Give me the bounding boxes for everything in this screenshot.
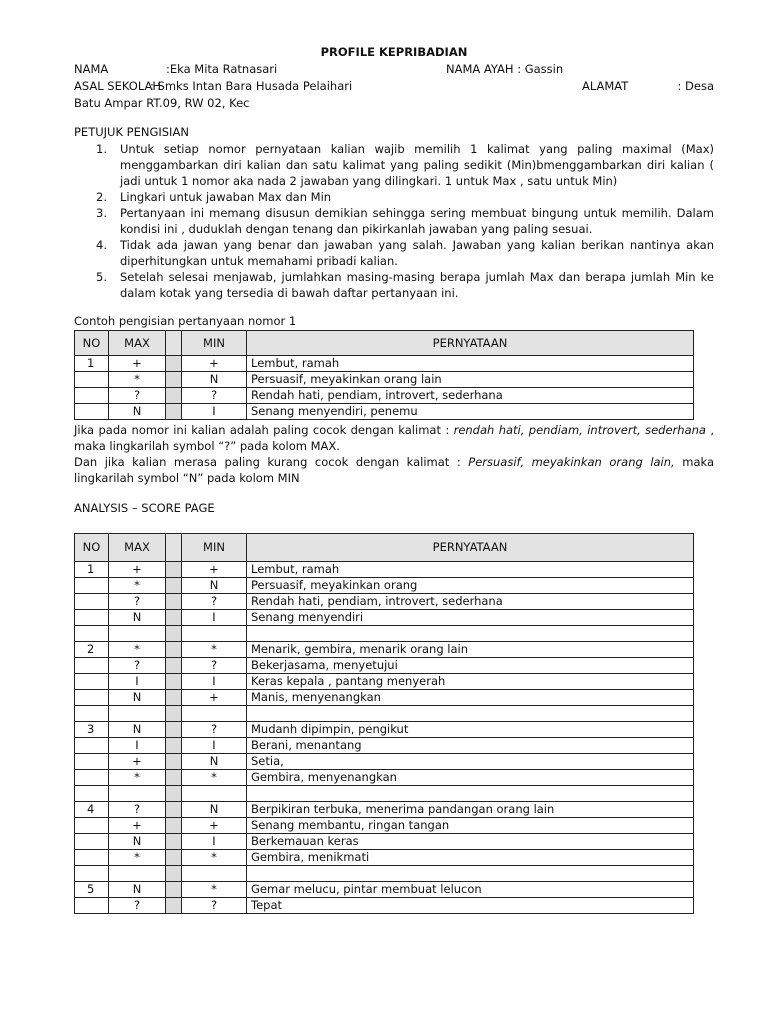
pernyataan-cell: Menarik, gembira, menarik orang lain [247,642,694,658]
max-cell [109,866,166,882]
shaded-cell [166,404,182,420]
min-cell: + [182,818,247,834]
max-cell: ? [109,388,166,404]
shaded-cell [166,674,182,690]
max-cell: + [109,562,166,578]
para2-b: Persuasif, meyakinkan orang lain, [468,455,675,469]
instruction-item [74,189,714,205]
pernyataan-cell [247,706,694,722]
document-body [74,44,714,914]
table-row [75,722,694,738]
no-cell [75,658,109,674]
no-cell [75,594,109,610]
no-cell: 2 [75,642,109,658]
table-row [75,738,694,754]
no-cell [75,834,109,850]
table-row [75,882,694,898]
table-row [75,834,694,850]
min-cell: + [182,562,247,578]
alamat-line2: Batu Ampar RT.09, RW 02, Kec [74,96,250,110]
max-cell: N [109,610,166,626]
max-cell: + [109,754,166,770]
no-cell [75,818,109,834]
max-cell: N [109,722,166,738]
table-row [75,658,694,674]
shaded-cell [166,706,182,722]
shaded-cell [166,690,182,706]
no-cell: 4 [75,802,109,818]
max-cell: I [109,738,166,754]
min-cell [182,706,247,722]
max-cell [109,786,166,802]
min-cell: ? [182,722,247,738]
analysis-table [74,533,694,914]
instruction-number: 2. [96,190,107,204]
shaded-cell [166,786,182,802]
max-cell: + [109,356,166,372]
shaded-cell [166,866,182,882]
header-row-3 [74,95,714,112]
min-cell: N [182,578,247,594]
max-cell: * [109,770,166,786]
max-cell: ? [109,898,166,914]
shaded-cell [166,898,182,914]
no-cell [75,850,109,866]
table-row [75,770,694,786]
analysis-table-body [75,534,694,914]
col-no: NO [75,331,109,356]
nama-ayah: NAMA AYAH : Gassin [446,62,564,76]
pernyataan-cell: Gemar melucu, pintar membuat lelucon [247,882,694,898]
no-cell [75,706,109,722]
shaded-cell [166,770,182,786]
instruction-number: 5. [96,270,107,284]
max-cell: I [109,674,166,690]
alamat-label: ALAMAT [581,79,629,93]
no-cell [75,610,109,626]
table-row [75,706,694,722]
no-cell [75,404,109,420]
max-cell [109,626,166,642]
asal-sekolah-label: ASAL SEKOLAH [74,79,162,93]
table-row [75,404,694,420]
pernyataan-cell: Berkemauan keras [247,834,694,850]
instruction-text: Setelah selesai menjawab, jumlahkan masing-masing berapa jumlah Max dan berapa jumlah Min ke dalam kotak yang tersedia di bawah daftar pertanyaan ini. [120,270,714,300]
no-cell [75,754,109,770]
max-cell: * [109,850,166,866]
instruction-text: Pertanyaan ini memang disusun demikian sehingga sering membuat bingung untuk memilih. Dalam kondisi ini , duduklah dengan tenang dan pikirkanlah jawaban yang paling sesuai. [120,206,714,236]
no-cell [75,674,109,690]
instruction-list [74,141,714,301]
min-cell: * [182,642,247,658]
no-cell: 1 [75,356,109,372]
min-cell: + [182,690,247,706]
pernyataan-cell: Manis, menyenangkan [247,690,694,706]
shaded-cell [166,802,182,818]
table-row [75,626,694,642]
max-cell: ? [109,594,166,610]
table-row [75,898,694,914]
min-cell: ? [182,388,247,404]
instruction-text: Lingkari untuk jawaban Max dan Min [120,190,332,204]
table-row [75,562,694,578]
shaded-cell [166,356,182,372]
pernyataan-cell: Persuasif, meyakinkan orang [247,578,694,594]
table-row [75,866,694,882]
max-cell: * [109,578,166,594]
pernyataan-cell: Persuasif, meyakinkan orang lain [247,372,694,388]
table-row [75,802,694,818]
shaded-cell [166,834,182,850]
table-row [75,578,694,594]
pernyataan-cell: Senang menyendiri, penemu [247,404,694,420]
min-cell: * [182,850,247,866]
pernyataan-cell: Senang menyendiri [247,610,694,626]
shaded-cell [166,754,182,770]
min-cell: I [182,404,247,420]
no-cell: 5 [75,882,109,898]
col-min: MIN [182,331,247,356]
instruction-item [74,205,714,237]
shaded-cell [166,658,182,674]
contoh-heading: Contoh pengisian pertanyaan nomor 1 [74,314,297,328]
instruction-text: Untuk setiap nomor pernyataan kalian wajib memilih 1 kalimat yang paling maximal (Max) menggambarkan diri kalian dan satu kalimat yang paling sedikit (Min)bmenggambarkan diri kalian ( jadi untuk 1 nomor aka nada 2 jawaban yang dilingkari. 1 untuk Max , satu untuk Min) [120,142,714,188]
shaded-cell [166,562,182,578]
min-cell: I [182,674,247,690]
para1-a: Jika pada nomor ini kalian adalah paling cocok dengan kalimat : [74,423,454,437]
pernyataan-cell: Berpikiran terbuka, menerima pandangan orang lain [247,802,694,818]
col-pernyataan: PERNYATAAN [247,534,694,562]
table-row [75,754,694,770]
min-cell: N [182,754,247,770]
min-cell: + [182,356,247,372]
pernyataan-cell: Senang membantu, ringan tangan [247,818,694,834]
example-table [74,330,694,420]
shaded-cell [166,642,182,658]
example-table-body [75,331,694,420]
table-header-row [75,534,694,562]
table-header-row [75,331,694,356]
no-cell [75,786,109,802]
min-cell: ? [182,898,247,914]
table-row [75,372,694,388]
nama-label: NAMA [74,62,109,76]
header-row-2 [74,78,714,95]
no-cell [75,690,109,706]
min-cell: N [182,802,247,818]
para1-b: rendah hati, pendiam, introvert, sederhana [453,423,706,437]
pernyataan-cell: Lembut, ramah [247,356,694,372]
pernyataan-cell: Rendah hati, pendiam, introvert, sederhana [247,594,694,610]
shaded-cell [166,610,182,626]
max-cell: N [109,404,166,420]
min-cell: ? [182,594,247,610]
table-row [75,786,694,802]
no-cell [75,770,109,786]
min-cell: I [182,738,247,754]
pernyataan-cell: Setia, [247,754,694,770]
pernyataan-cell: Tepat [247,898,694,914]
max-cell: + [109,818,166,834]
shaded-cell [166,626,182,642]
instruction-item [74,141,714,189]
pernyataan-cell: Berani, menantang [247,738,694,754]
petunjuk-heading: PETUJUK PENGISIAN [74,125,189,139]
pernyataan-cell: Rendah hati, pendiam, introvert, sederhana [247,388,694,404]
nama-value: :Eka Mita Ratnasari [166,62,278,76]
min-cell: I [182,610,247,626]
col-max: MAX [109,534,166,562]
table-row [75,356,694,372]
pernyataan-cell: Lembut, ramah [247,562,694,578]
shaded-cell [166,882,182,898]
max-cell: ? [109,658,166,674]
min-cell [182,786,247,802]
col-min: MIN [182,534,247,562]
no-cell [75,898,109,914]
pernyataan-cell: Gembira, menyenangkan [247,770,694,786]
page-title: PROFILE KEPRIBADIAN [320,45,468,59]
min-cell: N [182,372,247,388]
shaded-cell [166,818,182,834]
shaded-cell [166,331,182,356]
instruction-number: 4. [96,238,107,252]
shaded-cell [166,578,182,594]
instruction-number: 3. [96,206,107,220]
asal-sekolah-value: : Smks Intan Bara Husada Pelaihari [150,79,353,93]
header-row-1 [74,61,714,78]
max-cell: N [109,834,166,850]
max-cell: N [109,882,166,898]
no-cell [75,866,109,882]
shaded-cell [166,388,182,404]
shaded-cell [166,594,182,610]
pernyataan-cell [247,626,694,642]
max-cell: N [109,690,166,706]
no-cell: 1 [75,562,109,578]
table-row [75,610,694,626]
col-pernyataan: PERNYATAAN [247,331,694,356]
min-cell [182,866,247,882]
instruction-text: Tidak ada jawan yang benar dan jawaban yang salah. Jawaban yang kalian berikan nantinya akan diperhitungkan untuk memahami pribadi kalian. [120,238,714,268]
para2-c: maka lingkarilah symbol “N” pada kolom MIN [74,455,714,485]
table-row [75,594,694,610]
no-cell [75,738,109,754]
table-row [75,690,694,706]
col-no: NO [75,534,109,562]
shaded-cell [166,722,182,738]
instruction-number: 1. [96,142,107,156]
analysis-heading: ANALYSIS – SCORE PAGE [74,501,215,515]
alamat-value: : Desa [677,79,714,93]
min-cell: * [182,770,247,786]
shaded-cell [166,534,182,562]
table-row [75,850,694,866]
pernyataan-cell: Gembira, menikmati [247,850,694,866]
para1-c: , maka lingkarilah symbol “?” pada kolom MAX. [74,423,715,453]
no-cell: 3 [75,722,109,738]
min-cell: ? [182,658,247,674]
no-cell [75,388,109,404]
table-row [75,818,694,834]
max-cell: * [109,642,166,658]
min-cell [182,626,247,642]
pernyataan-cell: Mudanh dipimpin, pengikut [247,722,694,738]
no-cell [75,578,109,594]
table-row [75,388,694,404]
pernyataan-cell [247,786,694,802]
shaded-cell [166,850,182,866]
shaded-cell [166,372,182,388]
pernyataan-cell: Bekerjasama, menyetujui [247,658,694,674]
table-row [75,674,694,690]
no-cell [75,372,109,388]
instruction-item [74,237,714,269]
pernyataan-cell [247,866,694,882]
max-cell: ? [109,802,166,818]
pernyataan-cell: Keras kepala , pantang menyerah [247,674,694,690]
max-cell: * [109,372,166,388]
min-cell: I [182,834,247,850]
col-max: MAX [109,331,166,356]
para2-a: Dan jika kalian merasa paling kurang cocok dengan kalimat : [74,455,469,469]
instruction-item [74,269,714,301]
max-cell [109,706,166,722]
min-cell: * [182,882,247,898]
petunjuk-section [74,124,714,301]
table-row [75,642,694,658]
no-cell [75,626,109,642]
example-paragraph-1 [74,422,714,454]
shaded-cell [166,738,182,754]
example-paragraph-2 [74,454,714,486]
